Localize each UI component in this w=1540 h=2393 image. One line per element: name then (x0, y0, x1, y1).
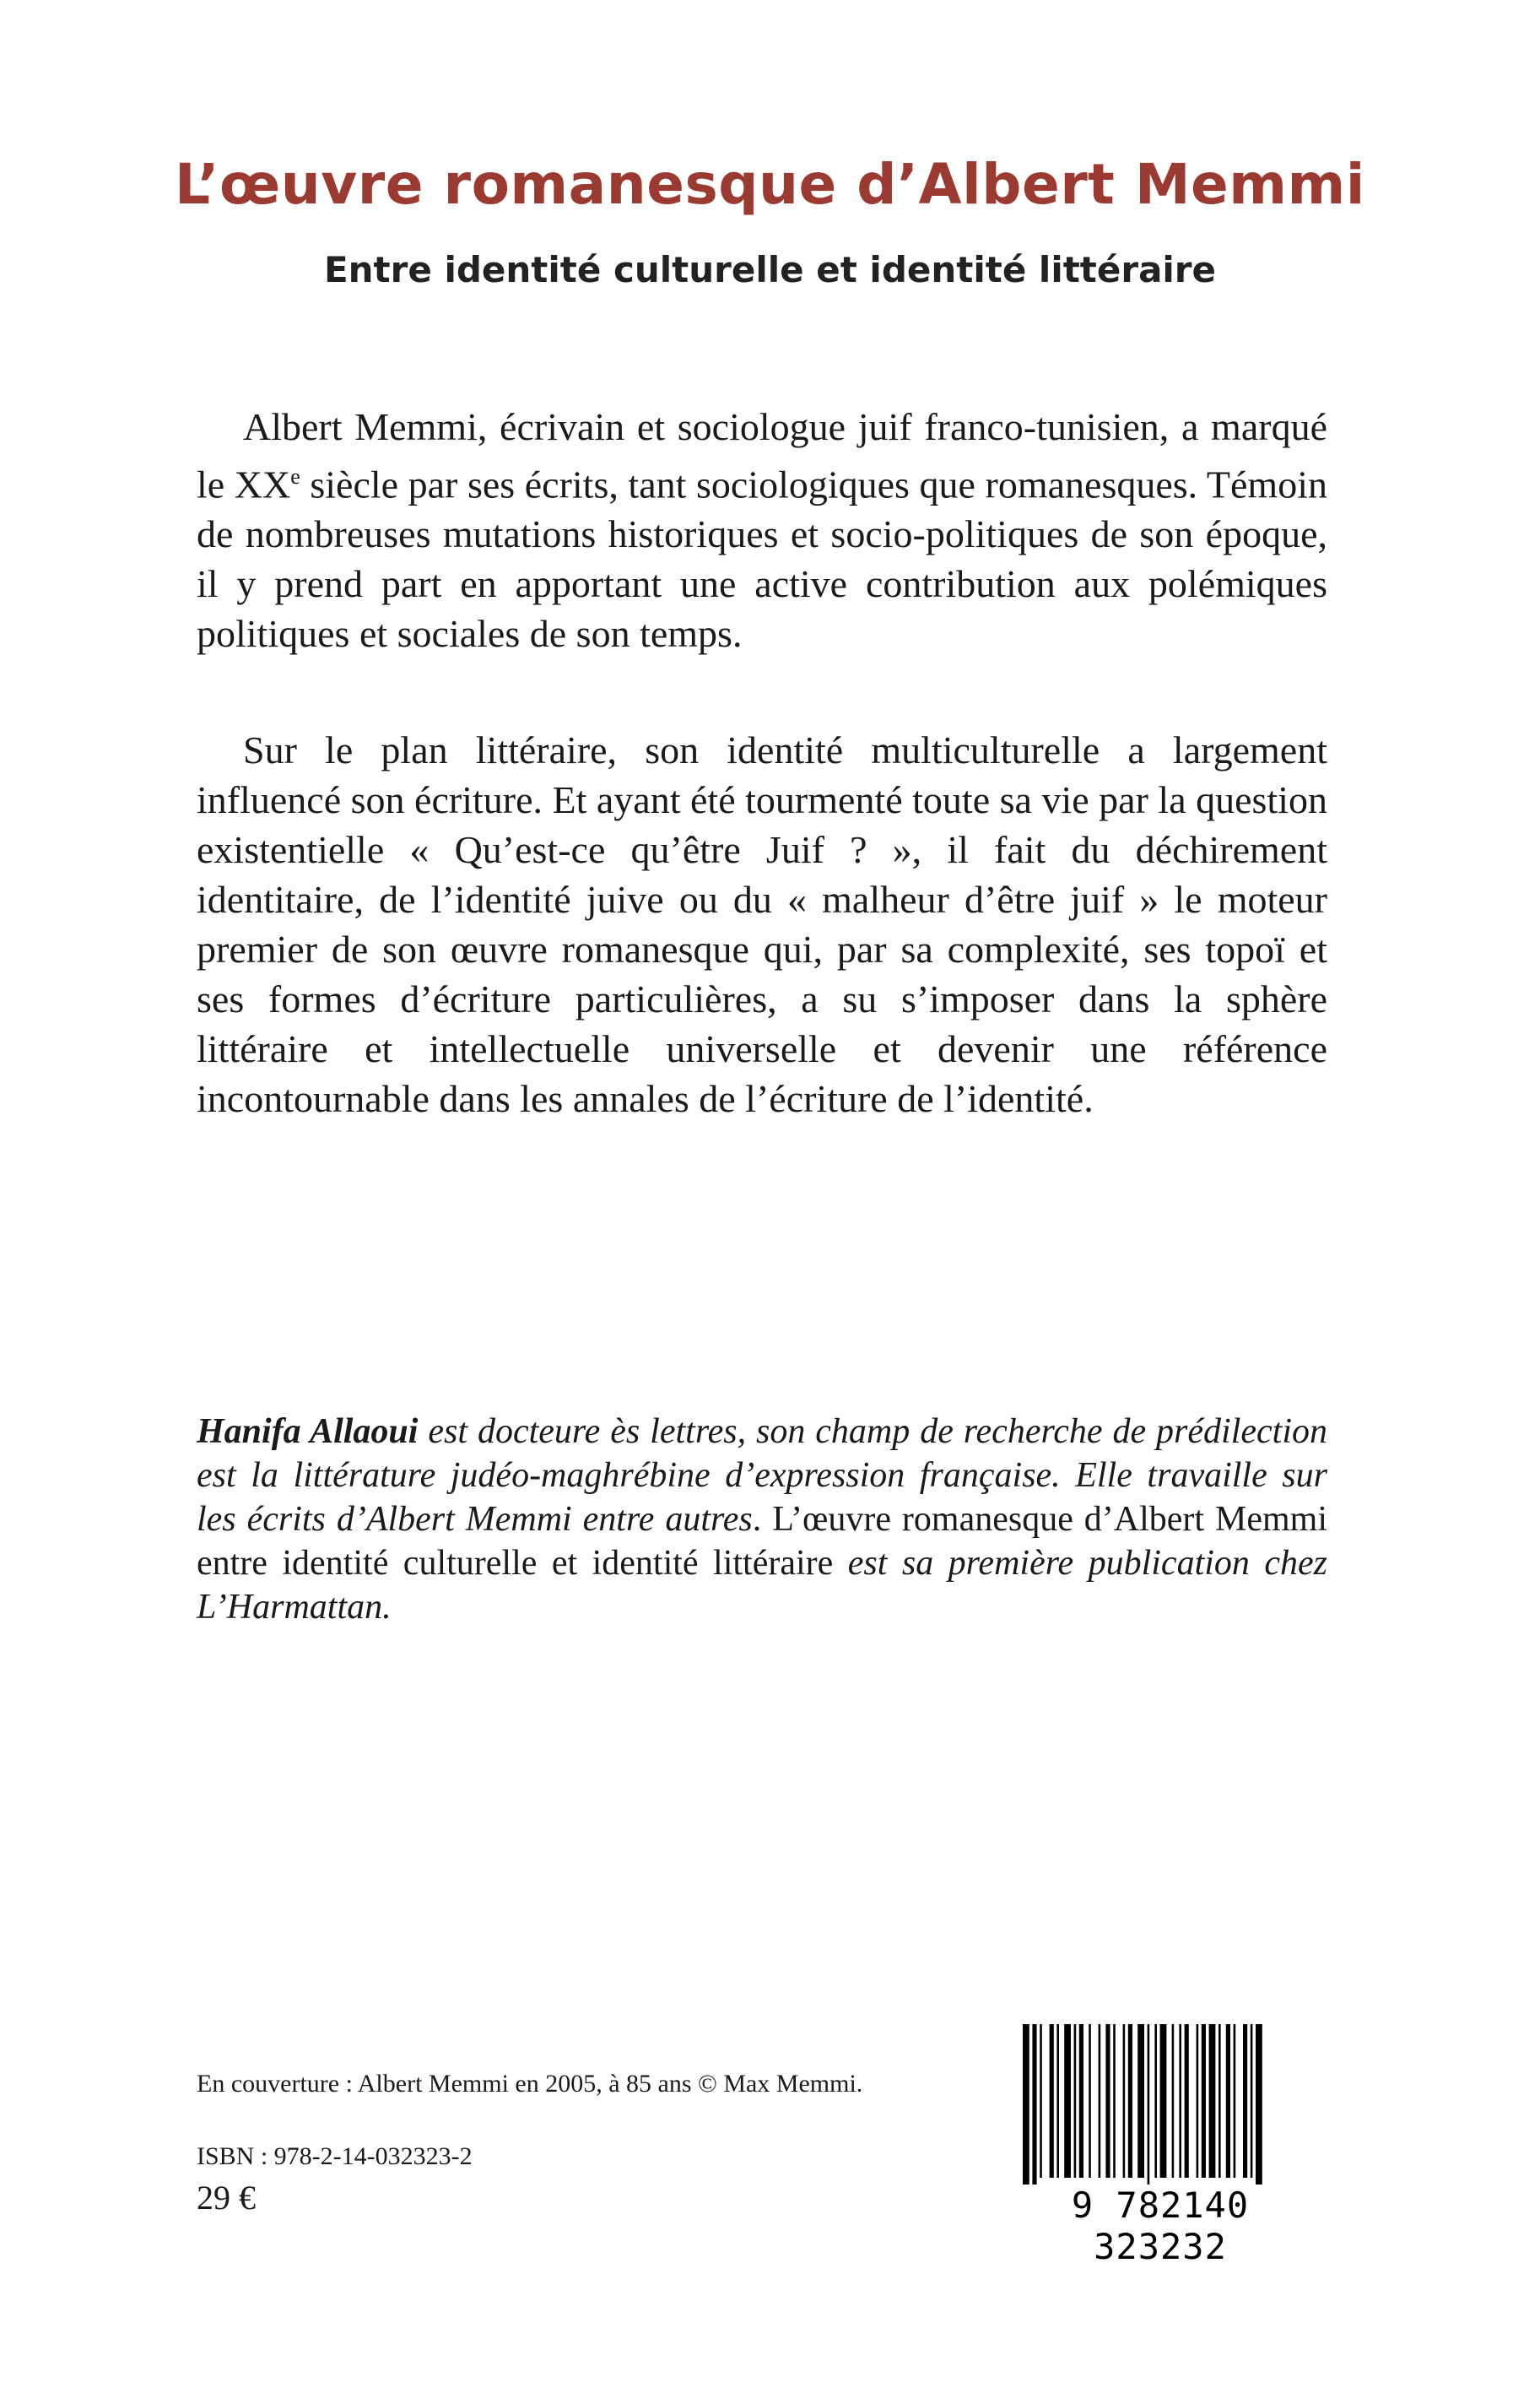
barcode-bars (1004, 2024, 1316, 2185)
barcode-bar (1243, 2024, 1247, 2178)
barcode-bar (1251, 2024, 1253, 2178)
barcode-bar (1160, 2024, 1167, 2178)
barcode-bar (1218, 2024, 1221, 2178)
barcode-bar (1185, 2024, 1189, 2178)
author-name: Hanifa Allaoui (197, 1412, 419, 1451)
barcode-bar (1209, 2024, 1216, 2178)
book-title: L’œuvre romanesque d’Albert Memmi (175, 152, 1365, 217)
author-bio (197, 1410, 1327, 1629)
barcode-bar (1234, 2024, 1236, 2178)
century-superscript: e (290, 464, 300, 489)
barcode-bar (1123, 2024, 1126, 2178)
barcode-bar (1148, 2024, 1150, 2185)
price: 29 € (197, 2179, 256, 2217)
barcode-bar (1202, 2024, 1206, 2178)
barcode-bar (1256, 2024, 1262, 2185)
barcode-bar (1023, 2024, 1029, 2185)
barcode-bar (1079, 2024, 1083, 2178)
cover-credit: En couverture : Albert Memmi en 2005, à 85 ans © Max Memmi. (197, 2070, 863, 2098)
barcode-bar (1113, 2024, 1116, 2178)
bio-text-1: est docteure ès lettres, son champ de recherche de prédilection est la littérature judéo-maghrébine d’expression française. Elle travaille sur les écrits d’Albert Memmi entre autres (197, 1412, 1327, 1539)
barcode-bar (1128, 2024, 1132, 2178)
barcode-bar (1099, 2024, 1101, 2178)
summary-p1-end: siècle par ses écrits, tant sociologiques que romanesques. Témoin de nombreuses mutations historiques et socio-politiques de son époque, il y prend part en apportant une active contribution aux polémiques politiques et sociales de son temps. (197, 463, 1327, 656)
bio-text-2: . L’œuvre romanesque d’Albert Memmi entre identité culturelle et identité littéraire (197, 1500, 1327, 1583)
summary-p1-start: Albert Memmi, écrivain et sociologue juif franco-tunisien, a marqué le XX (197, 405, 1327, 506)
barcode-bar (1056, 2024, 1059, 2178)
barcode-bar (1050, 2024, 1054, 2178)
barcode-bar (1032, 2024, 1036, 2185)
summary-paragraph-2: Sur le plan littéraire, son identité multiculturelle a largement influencé son écriture. Et ayant été tourmenté toute sa vie par la question existentielle « Qu’est-ce qu’être Juif ? », il fait du déchirement identitaire, de l’identité juive ou du « malheur d’être juif » le moteur premier de son œuvre romanesque qui, par sa complexité, ses topoï et ses formes d’écriture particulières, a su s’imposer dans la sphère littéraire et intellectuelle universelle et devenir une référence incontournable dans les annales de l’écriture de l’identité. (197, 728, 1327, 1120)
barcode-bar (1154, 2024, 1157, 2178)
barcode-bar (1089, 2024, 1091, 2178)
barcode-bar (1197, 2024, 1199, 2178)
barcode-bar (1105, 2024, 1110, 2178)
barcode-bar (1179, 2024, 1181, 2178)
summary-paragraph-1 (197, 402, 1327, 658)
barcode-bar (1226, 2024, 1230, 2178)
isbn: ISBN : 978-2-14-032323-2 (197, 2142, 473, 2170)
barcode-number: 9 782140 323232 (1071, 2185, 1250, 2267)
barcode-bar (1172, 2024, 1175, 2178)
bio-text-3: est sa première publication chez L’Harmattan. (197, 1544, 1327, 1627)
barcode-bar (1074, 2024, 1077, 2178)
barcode-bar (1040, 2024, 1042, 2178)
book-subtitle: Entre identité culturelle et identité littéraire (323, 249, 1217, 290)
barcode-bar (1137, 2024, 1144, 2178)
barcode-bar (1064, 2024, 1071, 2178)
